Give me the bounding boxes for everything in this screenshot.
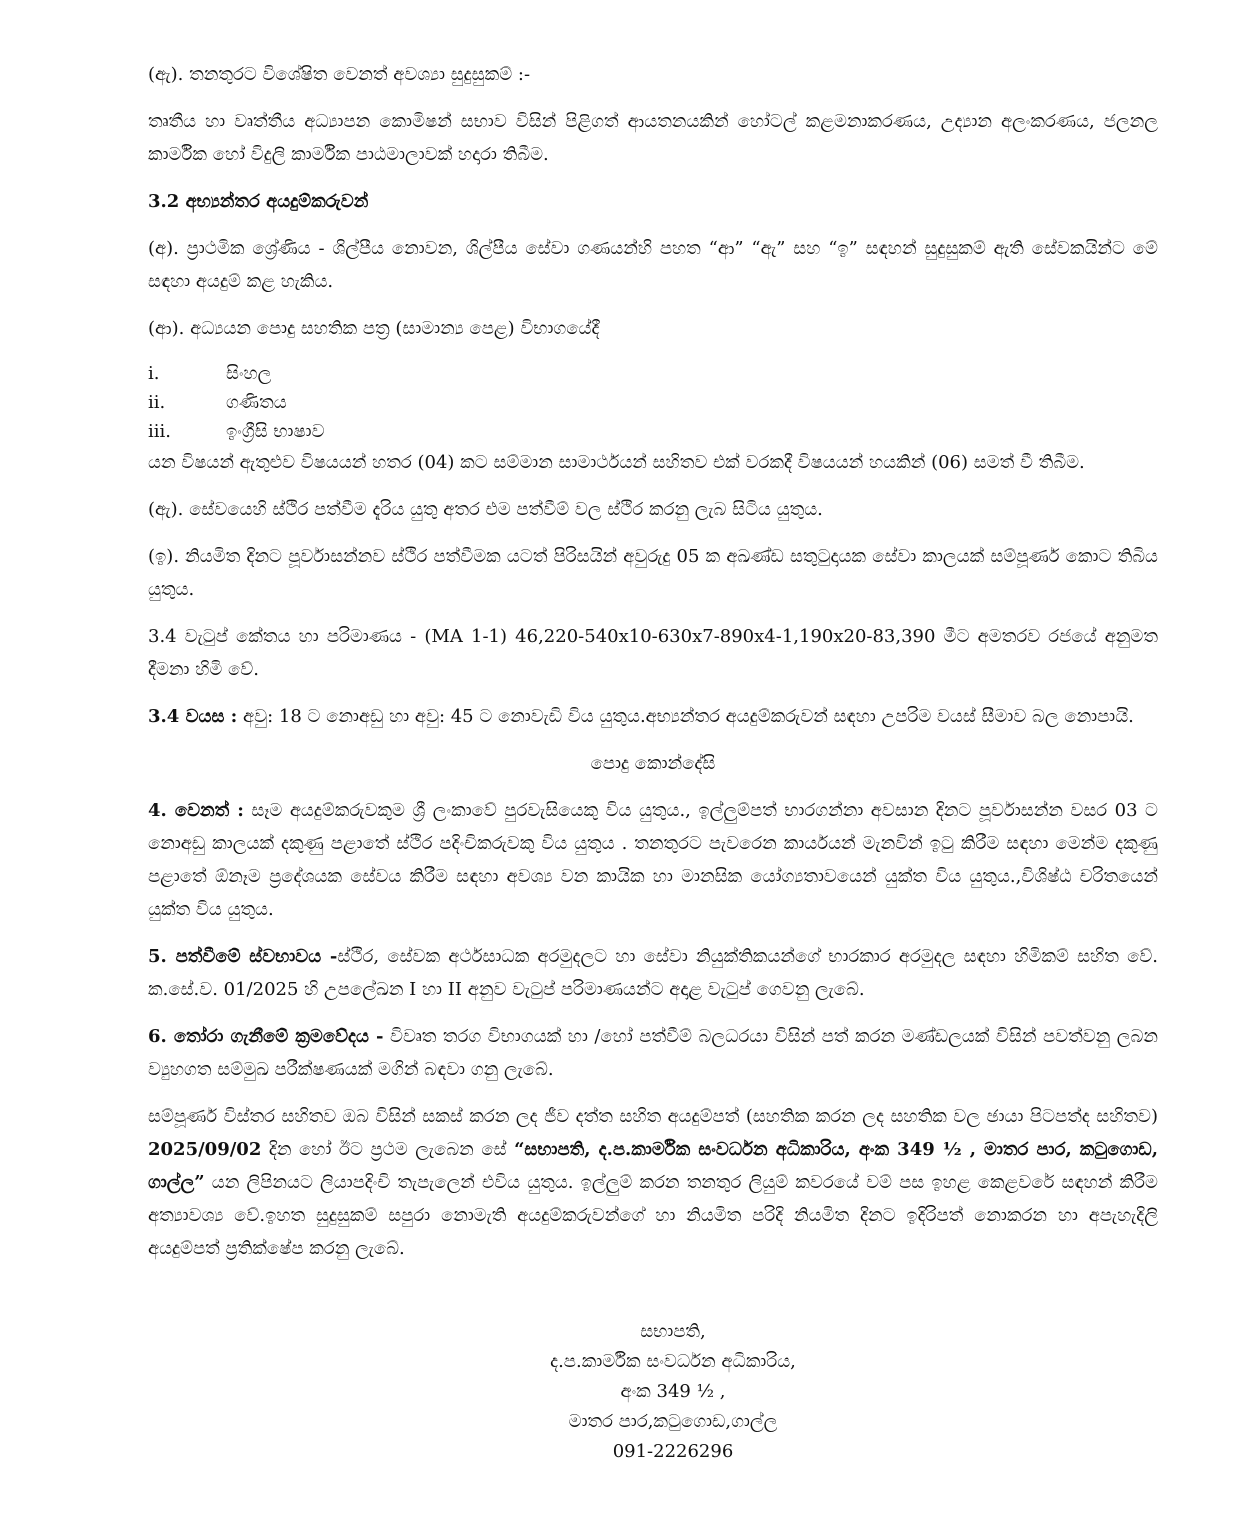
- condition-4-text: සෑම අයදුම්කරුවකුම ශ්‍රී ලංකාවේ පුරවැසියෙකු විය යුතුය., ඉල්ලුම්පත් භාරගන්නා අවසාන දිනට පූර්වාසන්න වසර 03 ට නොඅඩු කාලයක් දකුණු පළාතේ ස්ථිර පදිංචිකරුවකු විය යුතුය . තනතුරට පැවරෙන කාර්යයන් මැනවින් ඉටු කිරීම සඳහා මෙන්ම දකුණු පළාතේ ඕනෑම ප්‍රදේශයක සේවය කිරීම සඳහා අවශ්‍ය වන කායික හා මානසික යෝග්‍යතාවයෙන් යුක්ත විය යුතුය.,විශිෂ්ඨ චරිතයෙන් යුක්ත විය යුතුය.: [148, 800, 1158, 920]
- list-item: [148, 359, 1158, 388]
- salary-scale: 3.4 වැටුප් කේතය හා පරිමාණය - (MA 1-1) 46,220-540x10-630x7-890x4-1,190x20-83,390 මීට අමතරව රජයේ අනුමත දීමනා හිමි වේ.: [148, 626, 1158, 680]
- document-page: [148, 58, 1158, 1467]
- section-internal-applicants: 3.2 අභ්‍යන්තර අයදුම්කරුවන්: [148, 191, 369, 212]
- internal-clause-ae: (ඇ). සේවයෙහි ස්ථිර පත්වීම දැරිය යුතු අතර එම පත්වීම් වල ස්ථිර කරනු ලැබ සිටිය යුතුය.: [148, 499, 823, 520]
- signature-title: සභාපති,: [640, 1321, 706, 1342]
- list-item-subject: ගණිතය: [226, 392, 287, 413]
- condition-6-text: විවෘත තරග විභාගයක් හා /හෝ පත්වීම් බලධරයා විසින් පත් කරන මණ්ඩලයක් විසින් පවත්වනු ලබන ව්‍යුහගත සම්මුඛ පරීක්ෂණයක් මගින් බඳවා ගනු ලැබේ.: [148, 1026, 1158, 1080]
- subject-list: [148, 359, 1158, 446]
- instructions-part-3: යන ලිපිනයට ලියාපදිංචි තැපැලෙන් එවිය යුතුය. ඉල්ලුම් කරන තනතුර ලියුම් කවරයේ වම් පස ඉහළ කෙළවරේ සඳහන් කිරීම අත්‍යාවශ්‍ය වේ.ඉහත සුදුසුකම් සපුරා නොමැති අයදුම්කරුවන්ගේ හා නියමිත පරිදි නියමිත දිනට ඉදිරිපත් නොකරන හා අපැහැදිලි අයදුම්පත් ප්‍රතික්ෂේප කරනු ලැබේ.: [148, 1172, 1158, 1259]
- list-item-subject: සිංහල: [226, 363, 272, 384]
- list-item-subject: ඉංග්‍රීසි භාෂාව: [226, 421, 325, 442]
- postal-address: “සභාපති, ද.ප.කාර්මික සංවර්ධන අධිකාරිය, අංක 349 ½ , මාතර පාර, කටුගොඩ, ගාල්ල”: [148, 1139, 1159, 1193]
- extra-qualifications-heading: (ඇ). තනතුරට විශේෂිත වෙනත් අවශ්‍යා සුදුසුකම් :-: [148, 64, 531, 85]
- signature-organization: ද.ප.කාර්මික සංවර්ධන අධිකාරිය,: [550, 1351, 796, 1372]
- signature-phone: 091-2226296: [612, 1441, 734, 1462]
- subjects-requirement: යන විෂයන් ඇතුළුව විෂයයන් හතර (04) කට සම්මාන සාමාර්ථයන් සහිතව එක් වරකදී විෂයයන් හයකින් (06) සමත් වී තිබීම.: [148, 452, 1085, 473]
- internal-clause-aa: (ආ). අධ්‍යයන පොදු සහතික පත්‍ර (සාමාන්‍ය පෙළ) විභාගයේදී: [148, 318, 600, 339]
- age-text: අවු: 18 ට නොඅඩු හා අවු: 45 ට නොවැඩි විය යුතුය.අභ්‍යන්තර අයදුම්කරුවන් සඳහා උපරිම වයස් සීමාව බල නොපායි.: [237, 706, 1134, 727]
- list-item: [148, 388, 1158, 417]
- condition-5: [148, 940, 1158, 1006]
- condition-6: [148, 1020, 1158, 1086]
- condition-5-label: 5. පත්වීමේ ස්වභාවය -: [148, 946, 338, 967]
- age-label: 3.4 වයස :: [148, 706, 238, 727]
- condition-4-label: 4. වෙනත් :: [148, 800, 244, 821]
- general-conditions-title: පොදු කොන්දේසි: [590, 753, 716, 774]
- application-instructions: [148, 1100, 1158, 1265]
- instructions-part-2: දින හෝ ඊට ප්‍රථම ලැබෙන සේ: [261, 1139, 515, 1160]
- signature-block: [148, 1317, 1158, 1467]
- internal-clause-i: (ඉ). නියමිත දිනට පූර්වාසන්නව ස්ථිර පත්වීමක යටත් පිරිසයින් අවුරුදු 05 ක අඛණ්ඩ සතුටුදායක සේවා කාලයක් සම්පූර්ණ කොට තිබිය යුතුය.: [148, 546, 1158, 600]
- signature-address-street: මාතර පාර,කටුගොඩ,ගාල්ල: [568, 1411, 778, 1432]
- condition-6-label: 6. තෝරා ගැනීමේ ක්‍රමවේදය -: [148, 1026, 384, 1047]
- instructions-part-1: සම්පූර්ණ විස්තර සහිතව ඔබ විසින් සකස් කරන ලද ජීව දත්ත සහිත අයදුම්පත් (සහතික කරන ලද සහතික වල ඡායා පිටපත්ද සහිතව): [148, 1106, 1158, 1127]
- list-item-number: i.: [148, 363, 160, 384]
- internal-clause-a: (අ). ප්‍රාථමික ශ්‍රේණිය - ශිල්පීය නොවන, ශිල්පීය සේවා ගණයන්හි පහත “ආ” “ඇ” සහ “ඉ” සඳහන් සුදුසුකම් ඇති සේවකයින්ට මේ සඳහා අයදුම් කළ හැකිය.: [148, 238, 1158, 292]
- closing-date: 2025/09/02: [148, 1139, 262, 1160]
- signature-address-number: අංක 349 ½ ,: [620, 1381, 726, 1402]
- list-item-number: iii.: [148, 421, 171, 442]
- list-item-number: ii.: [148, 392, 166, 413]
- age-requirement: [148, 700, 1158, 733]
- condition-5-text: ස්ථිර, සේවක අර්ථසාධක අරමුදලට හා සේවා නියුක්තිකයන්ගේ භාරකාර අරමුදල සඳහා හිමිකම් සහිත වේ. ක.සේ.ව. 01/2025 හි උපලේඛන I හා II අනුව වැටුප් පරිමාණයන්ට අදාළ වැටුප් ගෙවනු ලැබේ.: [148, 946, 1158, 1000]
- list-item: [148, 417, 1158, 446]
- extra-qualifications-body: තෘතීය හා වෘත්තීය අධ්‍යාපන කොමිෂන් සභාව විසින් පිළිගත් ආයතනයකින් හෝටල් කළමනාකරණය, උද්‍යාන අලංකරණය, ජලනල කාර්මික හෝ විදුලි කාර්මික පාඨමාලාවක් හදාරා තිබීම.: [148, 111, 1158, 165]
- condition-4: [148, 794, 1158, 926]
